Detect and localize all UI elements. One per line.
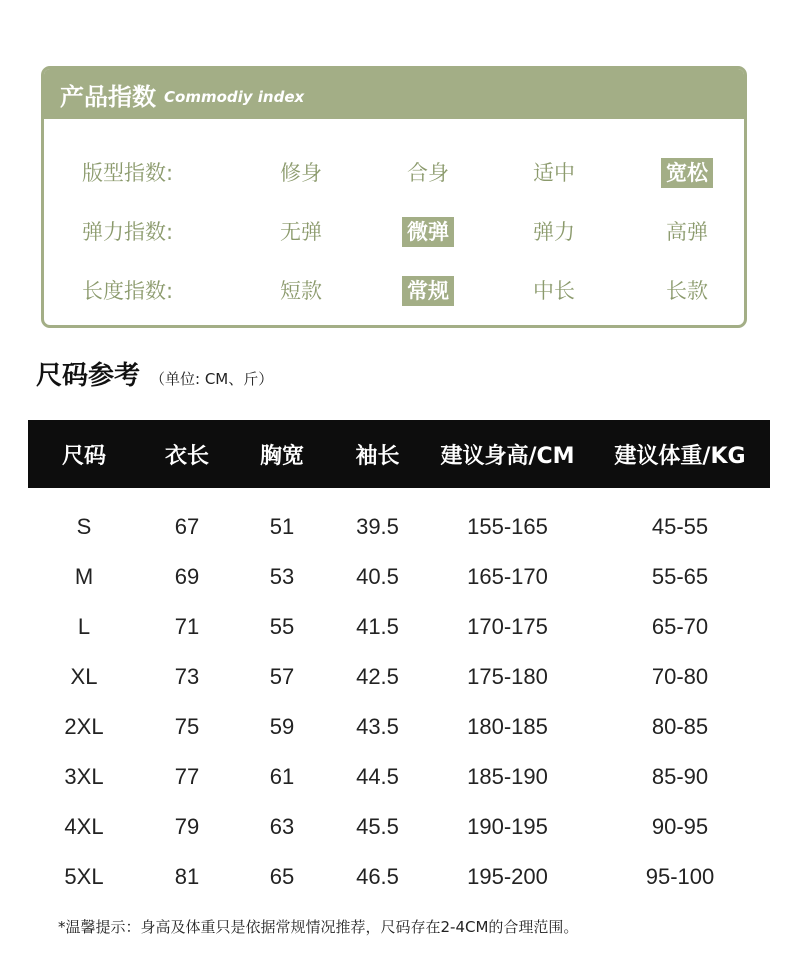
table-cell: 63	[269, 814, 295, 839]
table-cell: 40.5	[356, 564, 399, 589]
table-cell: 45.5	[356, 814, 399, 839]
commodity-index-panel	[41, 66, 747, 328]
column-header: 建议体重/KG	[590, 420, 770, 488]
table-cell: S	[76, 514, 92, 539]
table-cell: 55-65	[651, 564, 709, 589]
table-cell: 41.5	[356, 614, 399, 639]
column-header: 尺码	[28, 420, 140, 488]
table-cell: 65	[269, 864, 295, 889]
table-cell: 180-185	[467, 714, 548, 739]
table-row	[28, 802, 770, 852]
index-option: 长款	[666, 279, 708, 303]
index-option-selected: 常规	[402, 276, 454, 306]
index-option: 无弹	[280, 220, 322, 244]
table-cell: 43.5	[356, 714, 399, 739]
size-table-header-row	[28, 420, 770, 488]
table-cell: 55	[269, 614, 295, 639]
table-cell: 4XL	[64, 814, 104, 839]
column-header: 建议身高/CM	[425, 420, 590, 488]
index-row	[44, 214, 744, 250]
table-cell: 190-195	[467, 814, 548, 839]
table-cell: 95-100	[645, 864, 715, 889]
table-cell: 79	[174, 814, 200, 839]
table-cell: 170-175	[467, 614, 548, 639]
size-table-body	[28, 488, 770, 902]
size-reference-title: 尺码参考	[36, 361, 141, 391]
commodity-index-title: 产品指数	[60, 82, 156, 111]
table-cell: 70-80	[651, 664, 709, 689]
table-cell: 44.5	[356, 764, 399, 789]
table-cell: 42.5	[356, 664, 399, 689]
table-cell: 46.5	[356, 864, 399, 889]
table-cell: M	[74, 564, 94, 589]
index-option-selected: 微弹	[402, 217, 454, 247]
index-option: 合身	[407, 161, 449, 185]
index-row	[44, 155, 744, 191]
table-cell: 185-190	[467, 764, 548, 789]
table-cell: 65-70	[651, 614, 709, 639]
table-row	[28, 852, 770, 902]
table-cell: 2XL	[64, 714, 104, 739]
index-option-selected: 宽松	[661, 158, 713, 188]
table-cell: L	[77, 614, 91, 639]
table-cell: XL	[70, 664, 98, 689]
table-cell: 57	[269, 664, 295, 689]
index-row-label: 长度指数:	[82, 279, 174, 303]
index-row-label: 弹力指数:	[82, 220, 174, 244]
table-cell: 81	[174, 864, 200, 889]
index-option: 弹力	[533, 220, 575, 244]
table-cell: 3XL	[64, 764, 104, 789]
index-option: 适中	[533, 161, 575, 185]
table-cell: 175-180	[467, 664, 548, 689]
index-option: 修身	[280, 161, 322, 185]
footnote: *温馨提示：身高及体重只是依据常规情况推荐，尺码存在2-4CM的合理范围。	[58, 918, 579, 936]
table-row	[28, 702, 770, 752]
table-cell: 155-165	[467, 514, 548, 539]
index-option: 短款	[280, 279, 322, 303]
table-cell: 77	[174, 764, 200, 789]
table-cell: 75	[174, 714, 200, 739]
table-row	[28, 652, 770, 702]
size-reference-heading	[36, 355, 273, 392]
index-row-label: 版型指数:	[82, 161, 174, 185]
table-cell: 195-200	[467, 864, 548, 889]
table-cell: 165-170	[467, 564, 548, 589]
table-cell: 39.5	[356, 514, 399, 539]
table-cell: 5XL	[64, 864, 104, 889]
table-row	[28, 752, 770, 802]
table-cell: 90-95	[651, 814, 709, 839]
table-cell: 59	[269, 714, 295, 739]
column-header: 衣长	[140, 420, 234, 488]
index-row	[44, 273, 744, 309]
column-header: 胸宽	[234, 420, 330, 488]
commodity-index-subtitle: Commodiy index	[164, 88, 305, 106]
size-table	[28, 420, 770, 902]
table-cell: 85-90	[651, 764, 709, 789]
column-header: 袖长	[330, 420, 425, 488]
table-cell: 51	[269, 514, 295, 539]
table-cell: 69	[174, 564, 200, 589]
table-row	[28, 602, 770, 652]
table-row	[28, 552, 770, 602]
commodity-index-header	[44, 69, 744, 119]
table-row	[28, 488, 770, 552]
table-cell: 61	[269, 764, 295, 789]
size-unit-note: （单位: CM、斤）	[150, 370, 274, 388]
table-cell: 73	[174, 664, 200, 689]
table-cell: 45-55	[651, 514, 709, 539]
table-cell: 53	[269, 564, 295, 589]
index-option: 高弹	[666, 220, 708, 244]
table-cell: 71	[174, 614, 200, 639]
index-option: 中长	[533, 279, 575, 303]
table-cell: 80-85	[651, 714, 709, 739]
table-cell: 67	[174, 514, 200, 539]
